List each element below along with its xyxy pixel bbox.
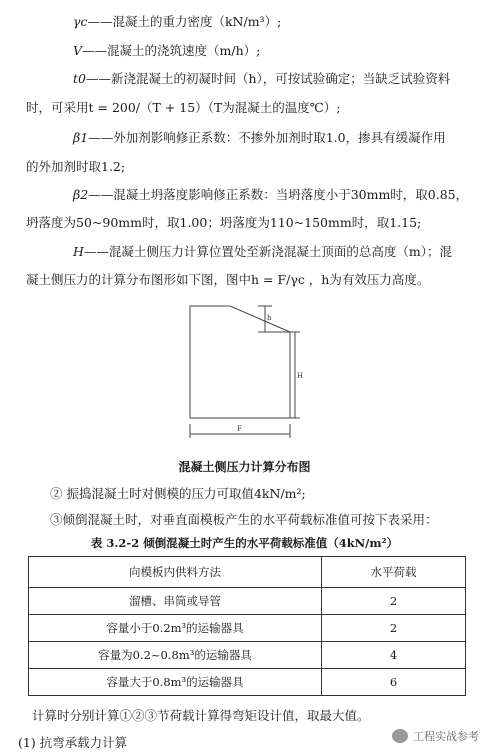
- def-beta2-text: ——混凝土坍落度影响修正系数：当坍落度小于30mm时，取0.85，: [88, 187, 469, 202]
- def-t0-symbol: t0: [73, 71, 86, 86]
- table-cell: 2: [322, 588, 466, 615]
- table-row: [29, 588, 466, 615]
- def-t0: [0, 69, 489, 87]
- def-beta1-cont: 的外加剂时取1.2;: [26, 159, 126, 174]
- def-beta2-symbol: β2: [73, 187, 89, 202]
- item-3: ③倾倒混凝土时，对垂直面模板产生的水平荷载标准值可按下表采用：: [50, 512, 438, 527]
- table-header-row: [29, 557, 466, 588]
- def-H-cont: 凝土侧压力的计算分布图形如下图，图中h = F/γc ，h为有效压力高度。: [26, 272, 430, 287]
- table-caption: 表 3.2-2 倾倒混凝土时产生的水平荷载标准值（4kN/m²）: [90, 536, 399, 550]
- table-cell: 容量为0.2~0.8m³的运输器具: [29, 642, 322, 669]
- def-H: [0, 242, 489, 260]
- table-cell: 溜槽、串筒或导管: [29, 588, 322, 615]
- def-H-text: ——混凝土侧压力计算位置处至新浇混凝土顶面的总高度（m）；混: [83, 244, 453, 259]
- figure-caption: 混凝土侧压力计算分布图: [178, 460, 311, 474]
- def-gamma-symbol: γc: [73, 14, 88, 29]
- table-header: 向模板内供料方法: [29, 557, 322, 588]
- pressure-distribution-diagram: [180, 298, 310, 448]
- def-beta1-symbol: β1: [73, 130, 89, 145]
- diagram-label-F: F: [237, 425, 242, 433]
- diagram-label-H: H: [297, 372, 304, 380]
- diagram-shape: [190, 306, 290, 418]
- def-gamma-text: ——混凝土的重力密度（kN/m³）;: [87, 14, 282, 29]
- wechat-icon: [392, 729, 408, 743]
- def-beta2: [0, 185, 489, 203]
- table-cell: 2: [322, 615, 466, 642]
- def-v-symbol: V: [73, 43, 83, 58]
- watermark: [392, 728, 479, 744]
- item-2: ② 振捣混凝土时对侧模的压力可取值4kN/m²;: [50, 486, 306, 501]
- def-gamma: [0, 12, 489, 30]
- table-cell: 6: [322, 669, 466, 696]
- table-header: 水平荷载: [322, 557, 466, 588]
- table-row: [29, 642, 466, 669]
- def-beta2-cont: 坍落度为50~90mm时，取1.00；坍落度为110~150mm时，取1.15;: [26, 215, 422, 230]
- watermark-text: 工程实战参考: [413, 730, 479, 743]
- def-t0-text: ——新浇混凝土的初凝时间（h），可按试验确定；当缺乏试验资料: [85, 71, 451, 86]
- def-beta1-text: ——外加剂影响修正系数：不掺外加剂时取1.0，掺具有缓凝作用: [88, 130, 446, 145]
- def-v: [0, 41, 489, 59]
- calc-note: 计算时分别计算①②③节荷载计算得弯矩设计值，取最大值。: [32, 708, 370, 723]
- def-H-symbol: H: [73, 244, 84, 259]
- def-t0-cont: 时，可采用t = 200/（T + 15）（T为混凝土的温度℃）;: [26, 100, 341, 115]
- diagram-label-h: h: [267, 314, 272, 322]
- table-row: [29, 615, 466, 642]
- table-row: [29, 669, 466, 696]
- load-table: [28, 556, 466, 696]
- def-v-text: ——混凝土的浇筑速度（m/h）;: [82, 43, 261, 58]
- table-cell: 容量小于0.2m³的运输器具: [29, 615, 322, 642]
- next-heading: (1) 抗弯承载力计算: [18, 735, 128, 750]
- table-cell: 4: [322, 642, 466, 669]
- table-cell: 容量大于0.8m³的运输器具: [29, 669, 322, 696]
- def-beta1: [0, 128, 489, 146]
